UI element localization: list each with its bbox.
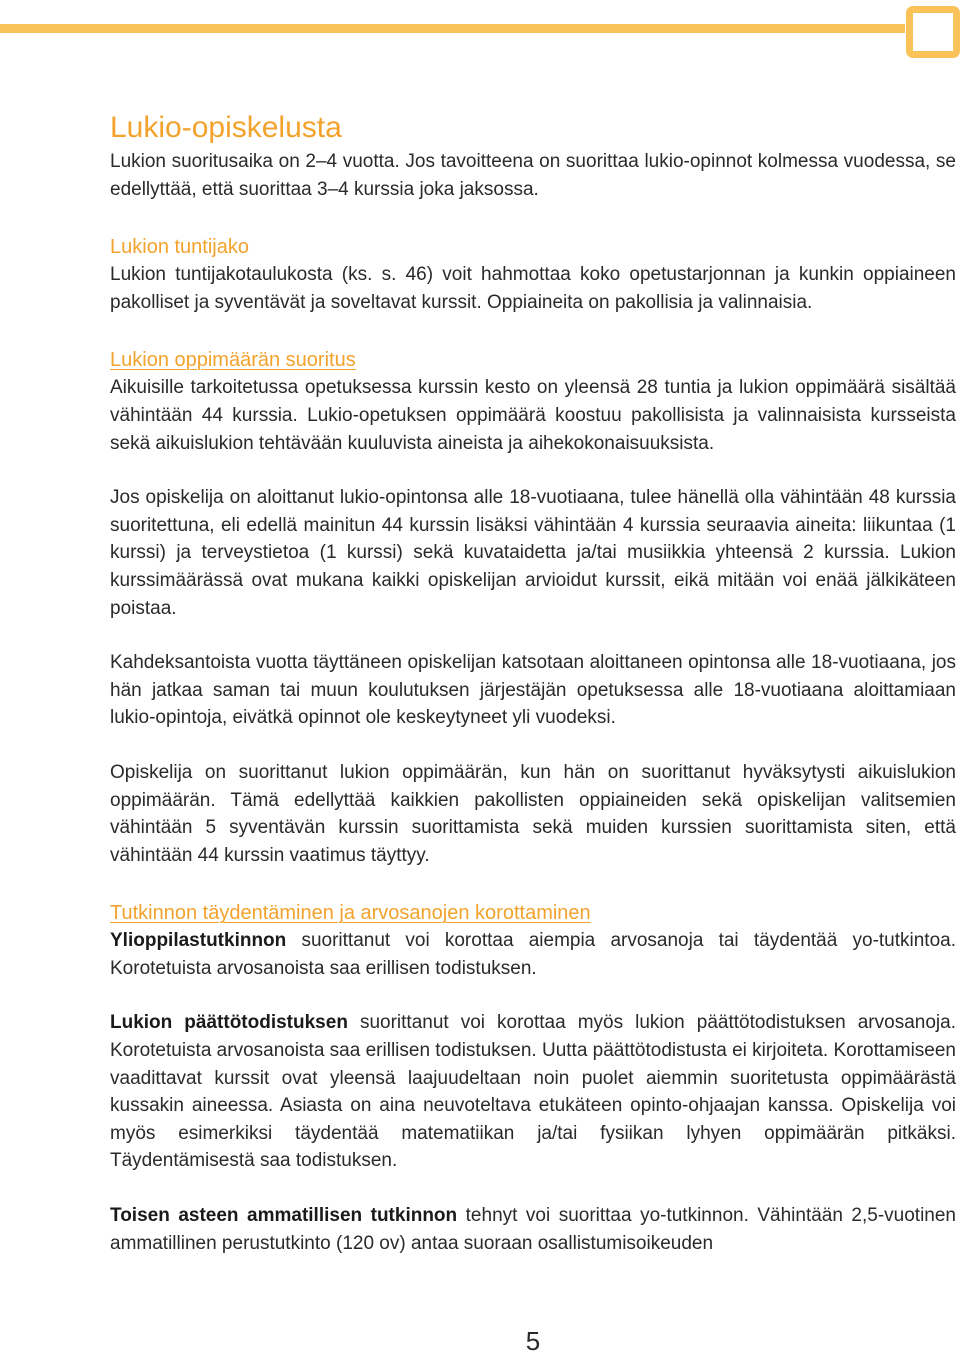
oppimaara-paragraph-1: Aikuisille tarkoitetussa opetuksessa kurssin kesto on yleensä 28 tuntia ja lukion oppimäärä sisältää vähintään 44 kurssia. Lukio-opetuksen oppimäärä koostuu pakollisista ja valinnaisista kursseista sekä aikuislukion tehtävään kuuluvista aineista ja aihekokonaisuuksista.	[110, 377, 956, 454]
oppimaara-paragraph-4: Opiskelija on suorittanut lukion oppimäärän, kun hän on suorittanut hyväksytysti aikuislukion oppimäärän. Tämä edellyttää kaikkien pakollisten oppiaineiden sekä opiskelijan valitsemien vähintään 5 syventävän kurssin suorittamista sekä muiden kurssien suorittamista siten, että vähintään 44 kurssin vaatimus täyttyy.	[110, 761, 956, 866]
bold-term-ammatillisen-tutkinnon: Toisen asteen ammatillisen tutkinnon	[110, 1205, 458, 1227]
oppimaara-paragraph-2: Jos opiskelija on aloittanut lukio-opintonsa alle 18-vuotiaana, tulee hänellä olla vähintään 48 kurssia suoritettuna, eli edellä mainitun 44 kurssin lisäksi vähintään 4 kurssia seuraavia aineita: liikuntaa (1 kurssi) ja terveystietoa (1 kurssi) sekä kuvataidetta ja/tai musiikkia yhteensä 2 kurssia. Lukion kurssimäärässä ovat mukana kaikki opiskelijan arvioidut kurssit, eikä mitään voi enää jälkikäteen poistaa.	[110, 487, 956, 619]
section-title-tuntijako: Lukion tuntijako	[110, 236, 249, 259]
oppimaara-paragraph-3: Kahdeksantoista vuotta täyttäneen opiskelijan katsotaan aloittaneen opintonsa alle 18-vuotiaana, jos hän jatkaa saman tai muun koulutuksen järjestäjän opetuksessa alle 18-vuotiaana aloittamiaan lukio-opintoja, eivätkä opinnot ole keskeytyneet yli vuodeksi.	[110, 652, 956, 729]
top-decorative-band	[0, 24, 905, 33]
corner-square-mark	[906, 6, 960, 58]
page-number: 5	[525, 1326, 541, 1356]
section-tuntijako-text: Lukion tuntijakotaulukosta (ks. s. 46) voit hahmottaa koko opetustarjonnan ja kunkin oppiaineen pakolliset ja syventävät ja soveltavat kurssit. Oppiaineita on pakollisia ja valinnaisia.	[110, 264, 956, 313]
bold-term-ylioppilastutkinnon: Ylioppilastutkinnon	[110, 930, 287, 952]
intro-paragraph: Lukion suoritusaika on 2–4 vuotta. Jos tavoitteena on suorittaa lukio-opinnot kolmessa vuodessa, se edellyttää, että suorittaa 3–4 kurssia joka jaksossa.	[110, 151, 956, 200]
paragraph-1-rest: suorittanut voi korottaa aiempia arvosanoja tai täydentää yo-tutkintoa. Korotetuista arvosanoista saa erillisen todistuksen.	[110, 930, 956, 979]
taydentaminen-paragraph-3	[110, 1202, 956, 1257]
taydentaminen-paragraph-2	[110, 1009, 956, 1175]
section-title-taydentaminen: Tutkinnon täydentäminen ja arvosanojen korottaminen	[110, 902, 591, 925]
page-title: Lukio-opiskelusta	[110, 111, 342, 144]
section-title-oppimaara: Lukion oppimäärän suoritus	[110, 349, 356, 372]
paragraph-3-rest: tehnyt voi suorittaa yo-tutkinnon. Vähintään 2,5-vuotinen ammatillinen perustutkinto (120 ov) antaa suoraan osallistumisoikeuden	[110, 1205, 956, 1254]
paragraph-2-rest: suorittanut voi korottaa myös lukion päättötodistuksen arvosanoja. Korotetuista arvosanoista saa erillisen todistuksen. Uutta päättötodistusta ei kirjoiteta. Korottamiseen vaadittavat kurssit ovat yleensä laajuudeltaan noin puolet aiemmin suoritetusta oppimäärästä kussakin aineessa. Asiasta on aina neuvoteltava etukäteen opinto-ohjaajan kanssa. Opiskelija voi myös esimerkiksi täydentää matematiikan ja/tai fysiikan lyhyen oppimäärän pitkäksi. Täydentämisestä saa todistuksen.	[110, 1012, 956, 1172]
taydentaminen-paragraph-1	[110, 927, 956, 982]
page-content	[110, 108, 956, 1257]
bold-term-paattotodistuksen: Lukion päättötodistuksen	[110, 1012, 348, 1034]
